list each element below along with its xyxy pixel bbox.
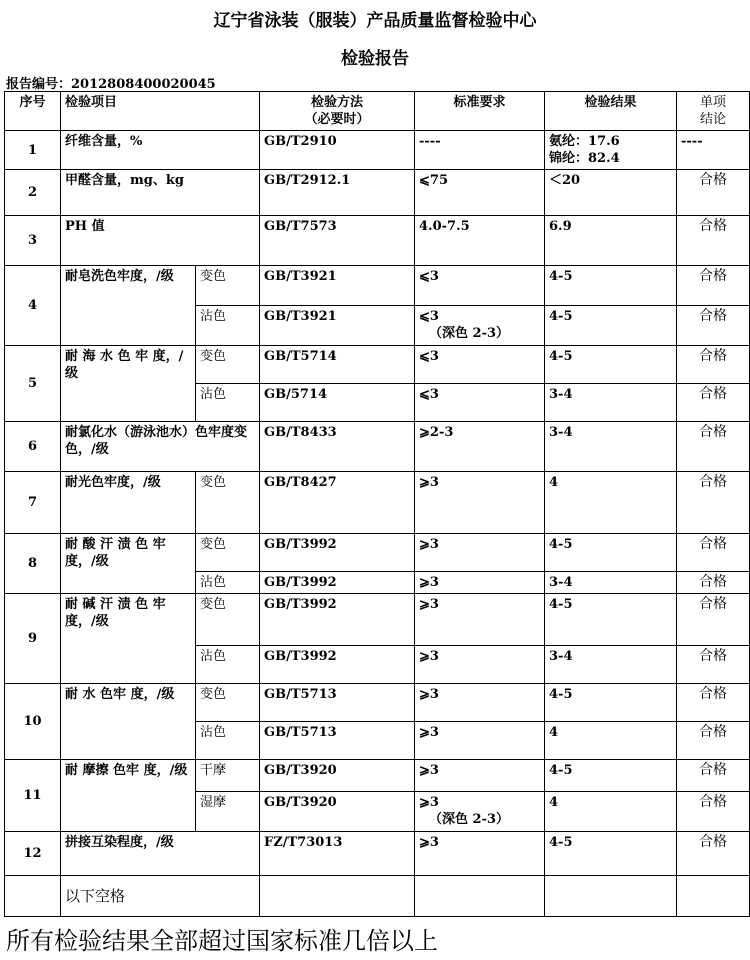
row-subitem: 沾色 [196, 306, 260, 346]
row-method: GB/T8427 [260, 472, 415, 534]
row-standard: ⩾2-3 [415, 422, 545, 472]
row-conclusion: 合格 [677, 792, 750, 832]
row-method: GB/T5713 [260, 722, 415, 760]
table-row [5, 266, 750, 306]
row-number: 9 [5, 594, 61, 684]
row-standard: ⩾3 [415, 572, 545, 594]
row-number: 6 [5, 422, 61, 472]
row-method: GB/T5714 [260, 346, 415, 384]
row-item: 耐 碱 汗 渍 色 牢度，/级 [61, 594, 196, 684]
table-header [5, 92, 750, 131]
row-number: 5 [5, 346, 61, 422]
row-result: 3-4 [545, 646, 677, 684]
row-result: 4 [545, 472, 677, 534]
row-subitem: 变色 [196, 472, 260, 534]
table-row [5, 684, 750, 722]
footer-note: 所有检验结果全部超过国家标准几倍以上 [6, 927, 438, 955]
row-number: 12 [5, 832, 61, 876]
row-subitem: 变色 [196, 594, 260, 646]
row-method: GB/T3992 [260, 594, 415, 646]
row-standard: ⩾3 [415, 534, 545, 572]
table-row [5, 170, 750, 216]
row-conclusion: 合格 [677, 384, 750, 422]
row-item: 纤维含量，% [61, 131, 260, 170]
row-result: 4-5 [545, 346, 677, 384]
row-item: 耐皂洗色牢度，/级 [61, 266, 196, 346]
table-row [5, 876, 750, 917]
row-method: GB/T3920 [260, 760, 415, 792]
row-conclusion: 合格 [677, 684, 750, 722]
row-result: 3-4 [545, 384, 677, 422]
table-row [5, 346, 750, 384]
row-number: 2 [5, 170, 61, 216]
row-method: GB/T3992 [260, 646, 415, 684]
row-subitem: 沾色 [196, 722, 260, 760]
row-standard: 4.0-7.5 [415, 216, 545, 266]
row-item: 拼接互染程度，/级 [61, 832, 260, 876]
row-method: GB/T3921 [260, 306, 415, 346]
row-standard: ⩾3 [415, 722, 545, 760]
org-title: 辽宁省泳装（服装）产品质量监督检验中心 [213, 11, 537, 31]
row-item: 耐 摩擦 色牢 度，/级 [61, 760, 196, 832]
row-standard: ⩽3 [415, 266, 545, 306]
row-result: 4-5 [545, 534, 677, 572]
row-subitem: 沾色 [196, 572, 260, 594]
table-row [5, 131, 750, 170]
row-result: 4-5 [545, 306, 677, 346]
table-row [5, 216, 750, 266]
row-method: GB/5714 [260, 384, 415, 422]
row-standard: ⩾3 [415, 594, 545, 646]
row-result: 4 [545, 792, 677, 832]
row-conclusion: 合格 [677, 346, 750, 384]
row-method: GB/T2910 [260, 131, 415, 170]
row-result: ＜20 [545, 170, 677, 216]
row-standard: ⩾3 [415, 832, 545, 876]
row-standard: ⩾3 [415, 684, 545, 722]
row-method: GB/T2912.1 [260, 170, 415, 216]
row-number: 11 [5, 760, 61, 832]
col-seq: 序号 [5, 92, 61, 131]
row-standard: ⩽3 [415, 384, 545, 422]
row-item: 耐 酸 汗 渍 色 牢度，/级 [61, 534, 196, 594]
row-method: GB/T8433 [260, 422, 415, 472]
row-standard: ⩽75 [415, 170, 545, 216]
row-result: 4-5 [545, 684, 677, 722]
row-method: GB/T3992 [260, 572, 415, 594]
row-subitem: 变色 [196, 266, 260, 306]
end-marker: 以下空格 [61, 876, 260, 917]
row-item: 甲醛含量，mg、kg [61, 170, 260, 216]
row-conclusion: 合格 [677, 306, 750, 346]
row-number: 10 [5, 684, 61, 760]
row-method: FZ/T73013 [260, 832, 415, 876]
row-standard: ⩾3 （深色 2-3） [415, 792, 545, 832]
row-item: PH 值 [61, 216, 260, 266]
table-row [5, 760, 750, 792]
row-result: 3-4 [545, 572, 677, 594]
row-result: 4-5 [545, 832, 677, 876]
row-subitem: 沾色 [196, 646, 260, 684]
row-subitem: 湿摩 [196, 792, 260, 832]
table-row [5, 472, 750, 534]
col-standard: 标准要求 [415, 92, 545, 131]
row-conclusion: 合格 [677, 594, 750, 646]
row-standard: ⩾3 [415, 472, 545, 534]
row-standard: ---- [415, 131, 545, 170]
row-number: 7 [5, 472, 61, 534]
row-conclusion: 合格 [677, 170, 750, 216]
row-number: 8 [5, 534, 61, 594]
table-row [5, 422, 750, 472]
row-conclusion: 合格 [677, 646, 750, 684]
row-result: 3-4 [545, 422, 677, 472]
row-result: 4-5 [545, 266, 677, 306]
row-number: 1 [5, 131, 61, 170]
row-subitem: 干摩 [196, 760, 260, 792]
row-conclusion: ---- [677, 131, 750, 170]
row-conclusion: 合格 [677, 266, 750, 306]
table-row [5, 534, 750, 572]
row-subitem: 变色 [196, 534, 260, 572]
row-method: GB/T3920 [260, 792, 415, 832]
row-method: GB/T5713 [260, 684, 415, 722]
row-method: GB/T3992 [260, 534, 415, 572]
row-number: 4 [5, 266, 61, 346]
inspection-table [4, 91, 750, 917]
row-standard: ⩽3 （深色 2-3） [415, 306, 545, 346]
row-subitem: 变色 [196, 684, 260, 722]
row-standard: ⩽3 [415, 346, 545, 384]
row-result: 氨纶：17.6 锦纶：82.4 [545, 131, 677, 170]
row-item: 耐 海 水 色 牢 度，/级 [61, 346, 196, 422]
col-item: 检验项目 [61, 92, 260, 131]
row-subitem: 沾色 [196, 384, 260, 422]
col-conclusion: 单项 结论 [677, 92, 750, 131]
row-number [5, 876, 61, 917]
row-method: GB/T7573 [260, 216, 415, 266]
row-conclusion: 合格 [677, 534, 750, 572]
row-result: 6.9 [545, 216, 677, 266]
row-conclusion: 合格 [677, 422, 750, 472]
row-standard: ⩾3 [415, 760, 545, 792]
report-title: 检验报告 [341, 49, 409, 69]
row-standard: ⩾3 [415, 646, 545, 684]
table-row [5, 594, 750, 646]
row-result: 4-5 [545, 594, 677, 646]
col-method: 检验方法 （必要时） [260, 92, 415, 131]
row-item: 耐氯化水（游泳池水）色牢度变色，/级 [61, 422, 260, 472]
row-conclusion: 合格 [677, 760, 750, 792]
row-result: 4-5 [545, 760, 677, 792]
row-method: GB/T3921 [260, 266, 415, 306]
row-conclusion: 合格 [677, 572, 750, 594]
row-result: 4 [545, 722, 677, 760]
row-subitem: 变色 [196, 346, 260, 384]
row-conclusion: 合格 [677, 216, 750, 266]
col-result: 检验结果 [545, 92, 677, 131]
row-item: 耐光色牢度，/级 [61, 472, 196, 534]
row-number: 3 [5, 216, 61, 266]
row-conclusion: 合格 [677, 722, 750, 760]
report-number: 报告编号：2012808400020045 [6, 77, 216, 92]
row-item: 耐 水 色牢 度，/级 [61, 684, 196, 760]
row-conclusion: 合格 [677, 832, 750, 876]
table-row [5, 832, 750, 876]
row-conclusion: 合格 [677, 472, 750, 534]
